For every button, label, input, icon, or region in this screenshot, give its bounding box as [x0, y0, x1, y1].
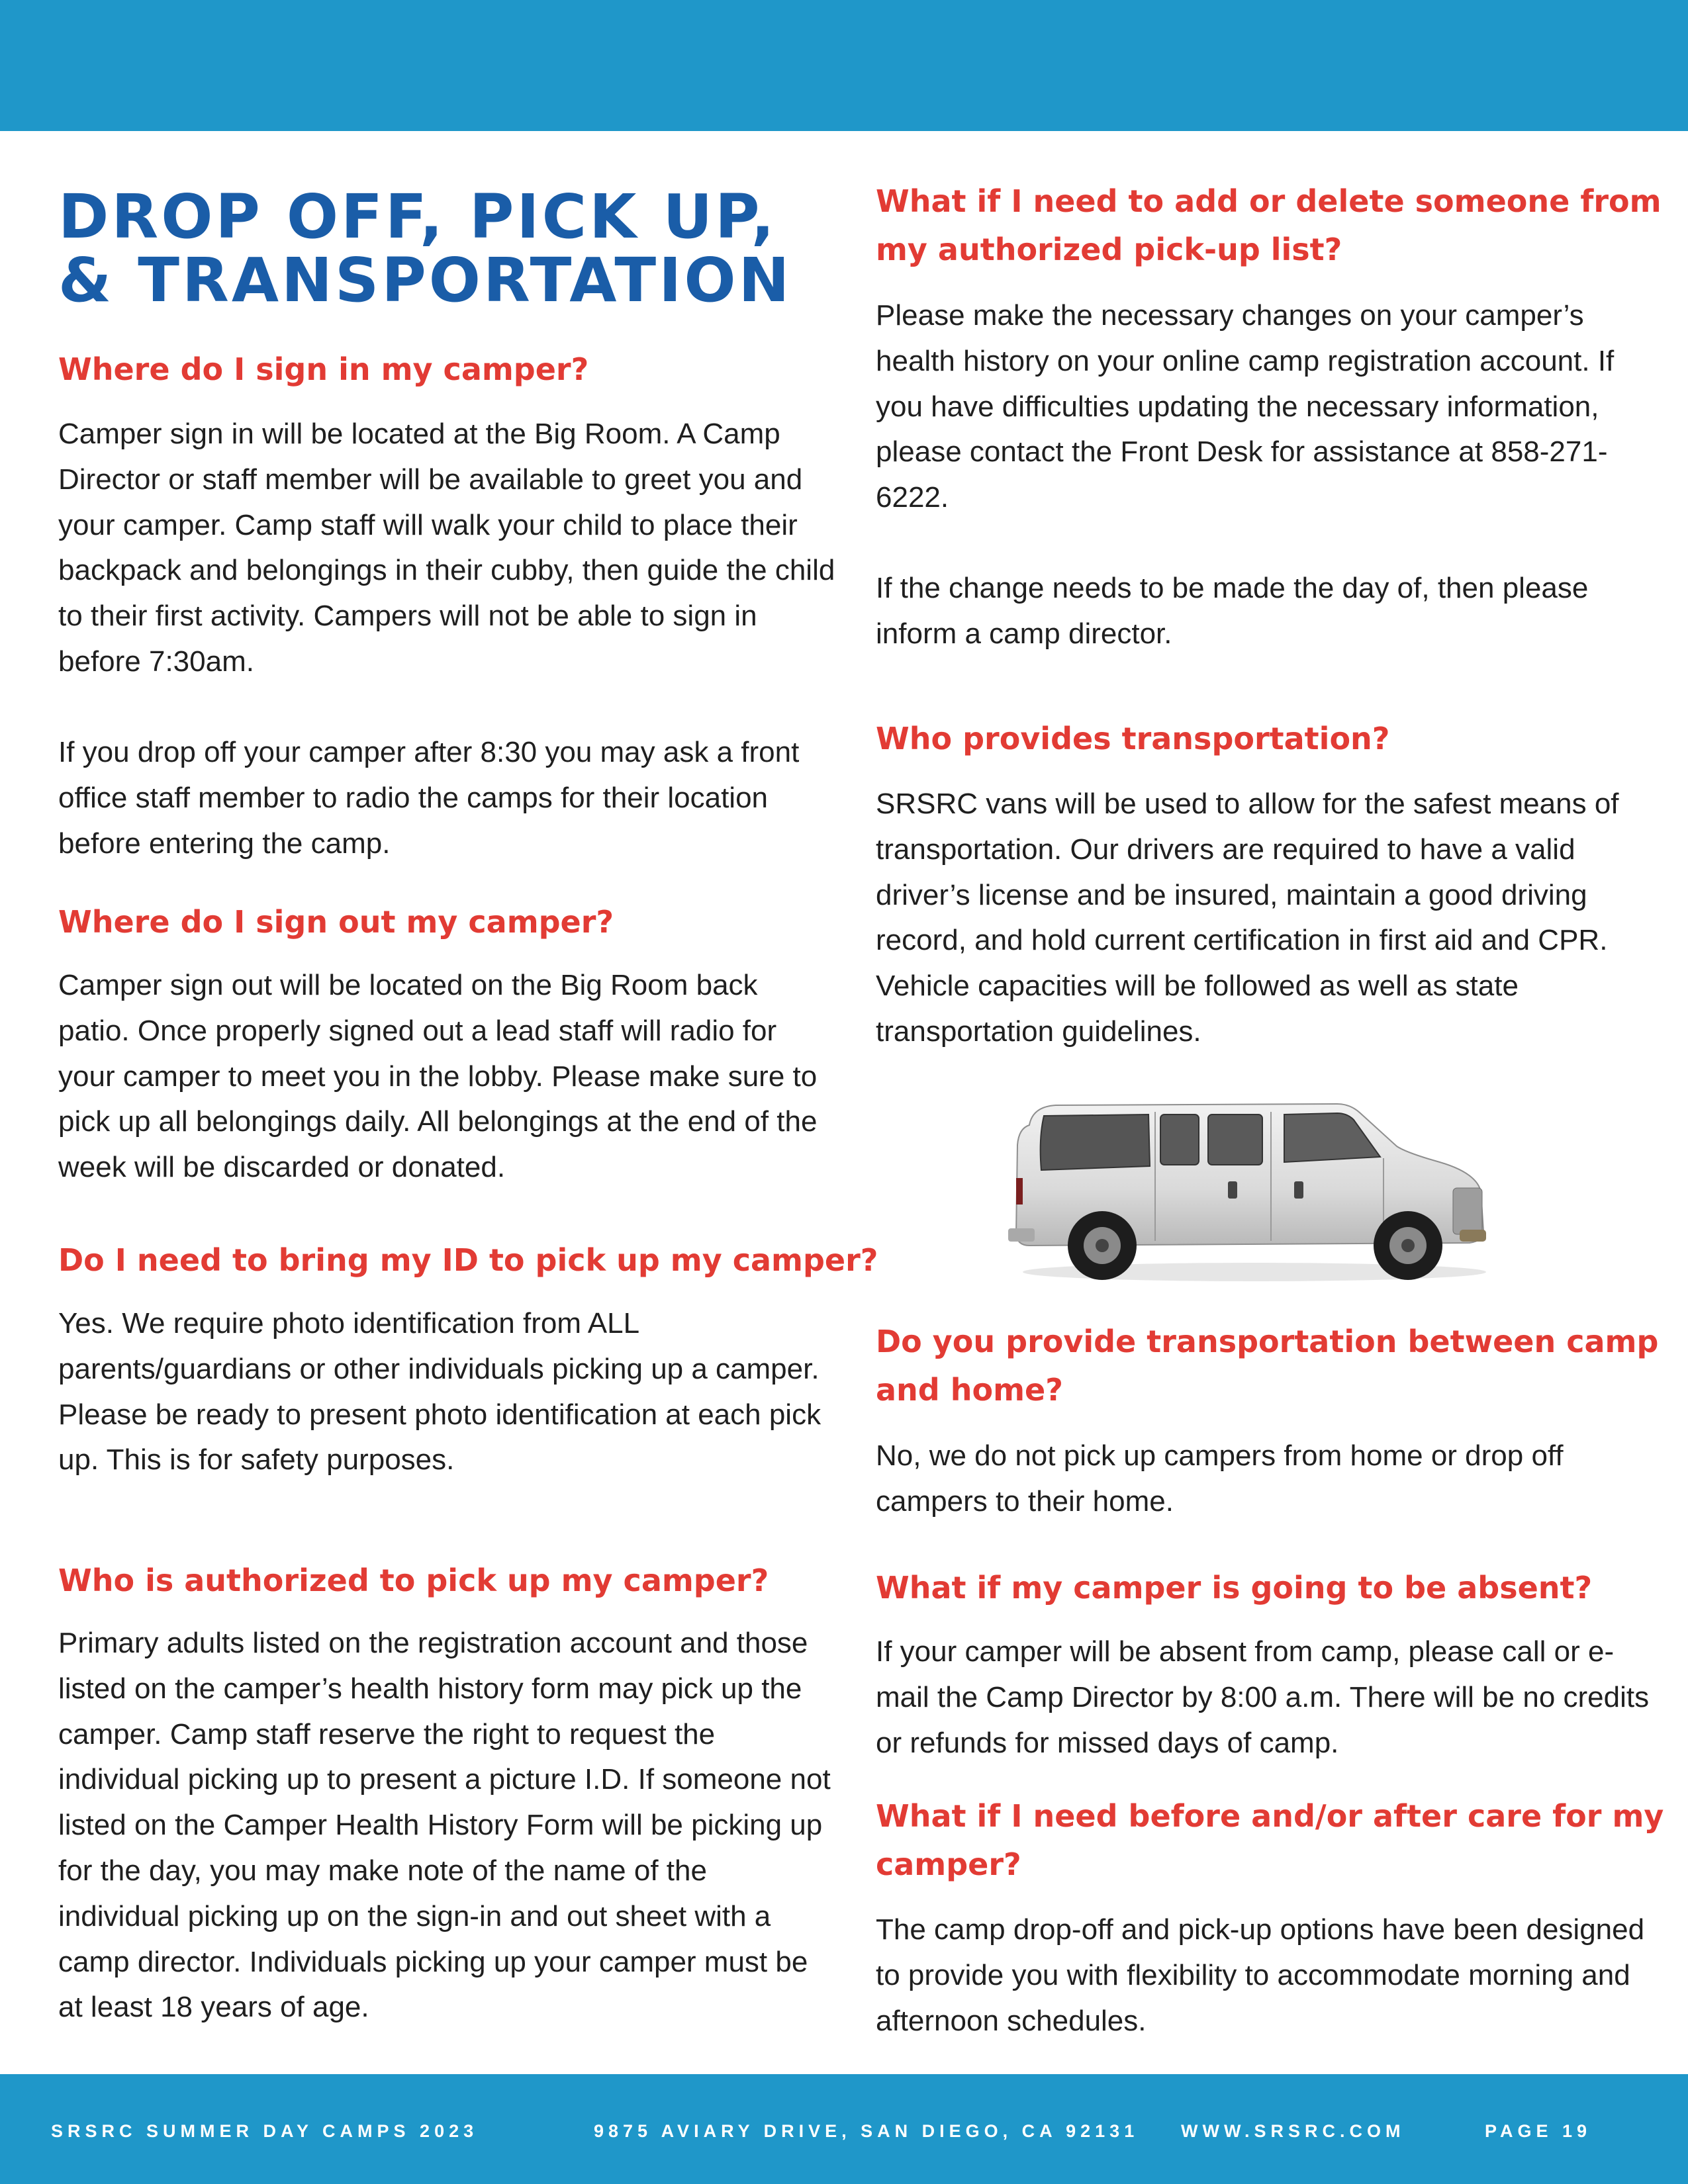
question-transportation: Who provides transportation?	[876, 721, 1390, 756]
question-before-after-care: What if I need before and/or after care for my camper?	[876, 1798, 1664, 1882]
question-authorized: Who is authorized to pick up my camper?	[58, 1563, 769, 1598]
answer-transportation: SRSRC vans will be used to allow for the safest means of transportation. Our drivers are required to have a valid driver’s license and be insured, maintain a good driving record, and hold current certification in first aid and CPR. Vehicle capacities will be followed as well as state transportation guidelines.	[876, 788, 1619, 1048]
answer-camp-home: No, we do not pick up campers from home or drop off campers to their home.	[876, 1439, 1564, 1518]
answer-sign-in-2: If you drop off your camper after 8:30 you may ask a front office staff member to radio the camps for their location before entering the camp.	[58, 736, 800, 860]
question-id: Do I need to bring my ID to pick up my camper?	[58, 1242, 878, 1278]
answer-before-after-care: The camp drop-off and pick-up options have been designed to provide you with flexibility to accommodate morning and afternoon schedules.	[876, 1913, 1645, 2037]
answer-sign-out: Camper sign out will be located on the Big Room back patio. Once properly signed out a lead staff will radio for your camper to meet you in the lobby. Please make sure to pick up all belongings daily. All belongings at the end of the week will be discarded or donated.	[58, 969, 818, 1184]
question-sign-out: Where do I sign out my camper?	[58, 904, 614, 940]
footer-address: 9875 AVIARY DRIVE, SAN DIEGO, CA 92131	[594, 2121, 1139, 2141]
footer-camp-name: SRSRC SUMMER DAY CAMPS 2023	[51, 2121, 479, 2141]
question-add-delete: What if I need to add or delete someone from my authorized pick-up list?	[876, 183, 1662, 267]
question-sign-in: Where do I sign in my camper?	[58, 351, 589, 387]
footer-website: WWW.SRSRC.COM	[1181, 2121, 1405, 2141]
answer-add-delete-2: If the change needs to be made the day of, then please inform a camp director.	[876, 572, 1589, 650]
answer-sign-in-1: Camper sign in will be located at the Big Room. A Camp Director or staff member will be available to greet you and your camper. Camp staff will walk your child to place their backpack and belongings in their cubby, then guide the child to their first activity. Campers will not be able to sign in before 7:30am.	[58, 418, 835, 678]
answer-authorized: Primary adults listed on the registration account and those listed on the camper’s health history form may pick up the camper. Camp staff reserve the right to request the individual picking up to present a picture I.D. If someone not listed on the Camper Health History Form will be picking up for the day, you may make note of the name of the individual picking up on the sign-in and out sheet with a camp director. Individuals picking up your camper must be at least 18 years of age.	[58, 1627, 831, 2024]
question-camp-home: Do you provide transportation between camp and home?	[876, 1324, 1659, 1408]
answer-add-delete-1: Please make the necessary changes on your camper’s health history on your online camp registration account. If you have difficulties updating the necessary information, please contact the Front Desk for assistance at 858-271-6222.	[876, 299, 1615, 514]
page-title: DROP OFF, PICK UP, & TRANSPORTATION	[58, 181, 792, 316]
header-bar	[0, 0, 1688, 131]
question-absent: What if my camper is going to be absent?	[876, 1570, 1593, 1606]
footer-page-number: PAGE 19	[1485, 2121, 1592, 2141]
answer-absent: If your camper will be absent from camp, please call or e-mail the Camp Director by 8:00 a.m. There will be no credits or refunds for missed days of camp.	[876, 1635, 1650, 1759]
van-image	[1003, 1099, 1493, 1287]
answer-id: Yes. We require photo identification from ALL parents/guardians or other individuals picking up a camper. Please be ready to present photo identification at each pick up. This is for safety purposes.	[58, 1307, 821, 1477]
